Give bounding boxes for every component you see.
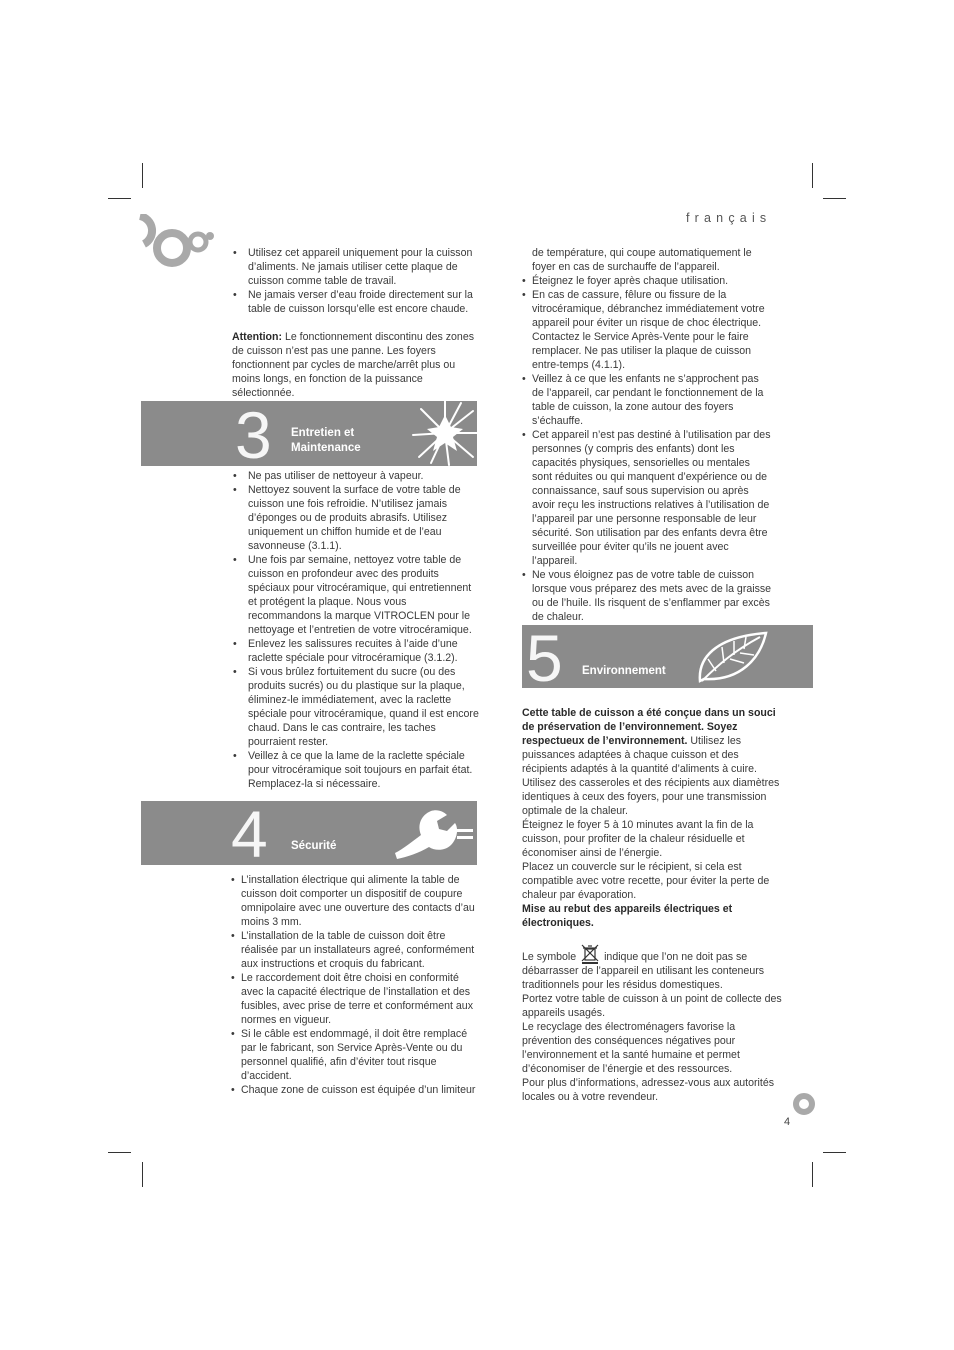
list-item: • L’installation électrique qui alimente la table de cuisson doit comporter un dispositif de coupure omnipolaire avec une ouverture des contacts d’au moins 3 mm. [231, 873, 483, 929]
list-item: • Si le câble est endommagé, il doit être remplacé par le fabricant, son Service Après-Vente ou du personnel qualifié, afin d’éviter tout risque d’accident. [231, 1027, 483, 1083]
list-item: • L’installation de la table de cuisson doit être réalisée par un installateurs agreé, conformément aux instructions et croquis du fabricant. [231, 929, 483, 971]
section-number: 3 [235, 401, 272, 466]
crop-mark [142, 1162, 143, 1187]
crop-mark [108, 198, 131, 199]
section-number: 5 [526, 625, 563, 688]
list-item: • Ne jamais verser d’eau froide directement sur la table de cuisson lorsqu’elle est encore chaude. [232, 288, 484, 316]
list-item: • Ne pas utiliser de nettoyeur à vapeur. [232, 469, 482, 483]
sparkle-icon [411, 401, 477, 466]
environment-paragraph: Placez un couvercle sur le récipient, si cela est compatible avec votre recette, pour éviter la perte de chaleur par évaporation. [522, 861, 770, 901]
language-label: français [686, 211, 772, 225]
attention-label: Attention: [232, 331, 283, 343]
section-5-banner [522, 625, 813, 688]
environment-paragraph: Le recyclage des électroménagers favorise la prévention des conséquences négatives pour l’environnement et la santé humaine et permet d’économiser de l’énergie et des ressources. [522, 1021, 740, 1075]
section-title: Environnement [582, 665, 666, 677]
list-item: • Chaque zone de cuisson est équipée d’un limiteur [231, 1083, 483, 1097]
environment-text: Utilisez les puissances adaptées à chaque cuisson et des récipients adaptés à la quantité d’aliments à cuire. Utilisez des casseroles et des récipients aux diamètres identiques à ceux des foyers, pour une transmission optimale de la chaleur. [522, 735, 780, 817]
environment-paragraph: Éteignez le foyer 5 à 10 minutes avant la fin de la cuisson, pour profiter de la chaleur résiduelle et économiser ainsi de l’énergie. [522, 819, 754, 859]
list-item: • Enlevez les salissures recuites à l’aide d’une raclette spéciale pour vitrocéramique (3.1.2). [232, 637, 482, 665]
crop-mark [812, 163, 813, 188]
section-4-continued [522, 246, 772, 624]
maintenance-list [232, 469, 482, 791]
list-item: • Ne vous éloignez pas de votre table de cuisson lorsque vous préparez des mets avec de la graisse ou de l’huile. Ils risquent de s’enflammer par excès de chaleur. [522, 568, 772, 624]
environment-paragraph: Pour plus d’informations, adressez-vous aux autorités locales ou à votre revendeur. [522, 1077, 775, 1103]
intro-list [232, 246, 484, 316]
crop-mark [142, 163, 143, 188]
list-item: • Utilisez cet appareil uniquement pour la cuisson d’aliments. Ne jamais utiliser cette plaque de cuisson comme table de travail. [232, 246, 484, 288]
section-3-banner [141, 401, 477, 466]
footer-logo [792, 1092, 816, 1116]
leaf-icon [694, 629, 770, 685]
safety-list [231, 873, 483, 1097]
section-number: 4 [231, 801, 268, 865]
brand-logo [138, 214, 218, 272]
section-title: Sécurité [291, 840, 337, 852]
list-item: • Veillez à ce que la lame de la raclette spéciale pour vitrocéramique soit toujours en parfait état. Remplacez-la si nécessaire. [232, 749, 482, 791]
list-item: • Veillez à ce que les enfants ne s’approchent pas de l’appareil, car pendant le fonctionnement de la table de cuisson, la zone autour des foyers s’échauffe. [522, 372, 772, 428]
list-item: • Nettoyez souvent la surface de votre table de cuisson une fois refroidie. N’utilisez jamais d’éponges ou de produits abrasifs. Utilisez uniquement un chiffon humide et de l’eau savonneuse (3.1.1). [232, 483, 482, 553]
disposal-heading-text: Mise au rebut des appareils électriques et électroniques. [522, 903, 733, 929]
section-4-content [231, 873, 483, 1097]
symbol-text-before: Le symbole [522, 951, 580, 963]
page-number: 4 [784, 1116, 791, 1128]
list-item: • En cas de cassure, fêlure ou fissure de la vitrocéramique, débranchez immédiatement votre appareil pour éviter un risque de choc électrique. Contactez le Service Après-Vente pour le faire remplacer. Ne pas utiliser la plaque de cuisson entre-temps (4.1.1). [522, 288, 772, 372]
wrench-icon [393, 809, 475, 859]
attention-paragraph [232, 330, 484, 400]
crop-mark [823, 1152, 846, 1153]
attention-text: Le fonctionnement discontinu des zones de cuisson n’est pas une panne. Les foyers fonctionnent par cycles de marche/arrêt plus ou moins longs, en fonction de la puissance sélectionnée. [232, 331, 475, 399]
symbol-paragraph [522, 944, 784, 992]
crop-mark [823, 198, 846, 199]
crossed-bin-icon [579, 944, 601, 964]
environment-paragraph: Portez votre table de cuisson à un point de collecte des appareils usagés. [522, 993, 782, 1019]
intro-block [232, 246, 484, 400]
section-4-banner [141, 801, 477, 865]
list-item: • Si vous brûlez fortuitement du sucre (ou des produits sucrés) ou du plastique sur la plaque, éliminez-le immédiatement, avec la raclette spéciale pour vitrocéramique, quand il est encore chaud. Dans le cas contraire, les taches pourraient rester. [232, 665, 482, 749]
crop-mark [108, 1152, 131, 1153]
section-title [291, 426, 361, 456]
environment-intro: Cette table de cuisson a été conçue dans un souci de préservation de l’environnement. Soyez respectueux de l’environnement. [522, 707, 776, 747]
list-item: • Éteignez le foyer après chaque utilisation. [522, 274, 772, 288]
environment-paragraph [522, 706, 784, 818]
section-3-content [232, 469, 482, 791]
list-item: • Le raccordement doit être choisi en conformité avec la capacité électrique de l’installation et des fusibles, avec prise de terre et conformément aux normes en vigueur. [231, 971, 483, 1027]
section-title-line: Entretien et [291, 427, 355, 439]
continuation-text: de température, qui coupe automatiquement le foyer en cas de surchauffe de l’appareil. [532, 247, 752, 273]
safety-list-continued [522, 274, 772, 624]
list-item: • Cet appareil n’est pas destiné à l’utilisation par des personnes (y compris des enfants) dont les capacités physiques, sensorielles ou mentales sont réduites ou qui manquent d’expérience ou de connaissance, sauf sous supervision ou après avoir reçu les instructions relatives à l’utilisation de l’appareil par une personne responsable de leur sécurité. Son utilisation par des enfants devra être surveillée pour éviter qu’ils ne jouent avec l’appareil. [522, 428, 772, 568]
section-title-line: Maintenance [291, 442, 361, 454]
disposal-heading [522, 902, 784, 930]
symbol-text-after: indique que l’on ne doit pas se débarrasser de l’appareil en utilisant les conteneurs traditionnels pour les résidus domestiques. [522, 951, 765, 991]
list-item: • Une fois par semaine, nettoyez votre table de cuisson en profondeur avec des produits spéciaux pour vitrocéramique, qui entretiennent et protégent la plaque. Nous vous recommandons la marque VITROCLEN pour le nettoyage et l’entretien de votre vitrocéramique. [232, 553, 482, 637]
section-5-content [522, 706, 784, 1104]
crop-mark [812, 1162, 813, 1187]
